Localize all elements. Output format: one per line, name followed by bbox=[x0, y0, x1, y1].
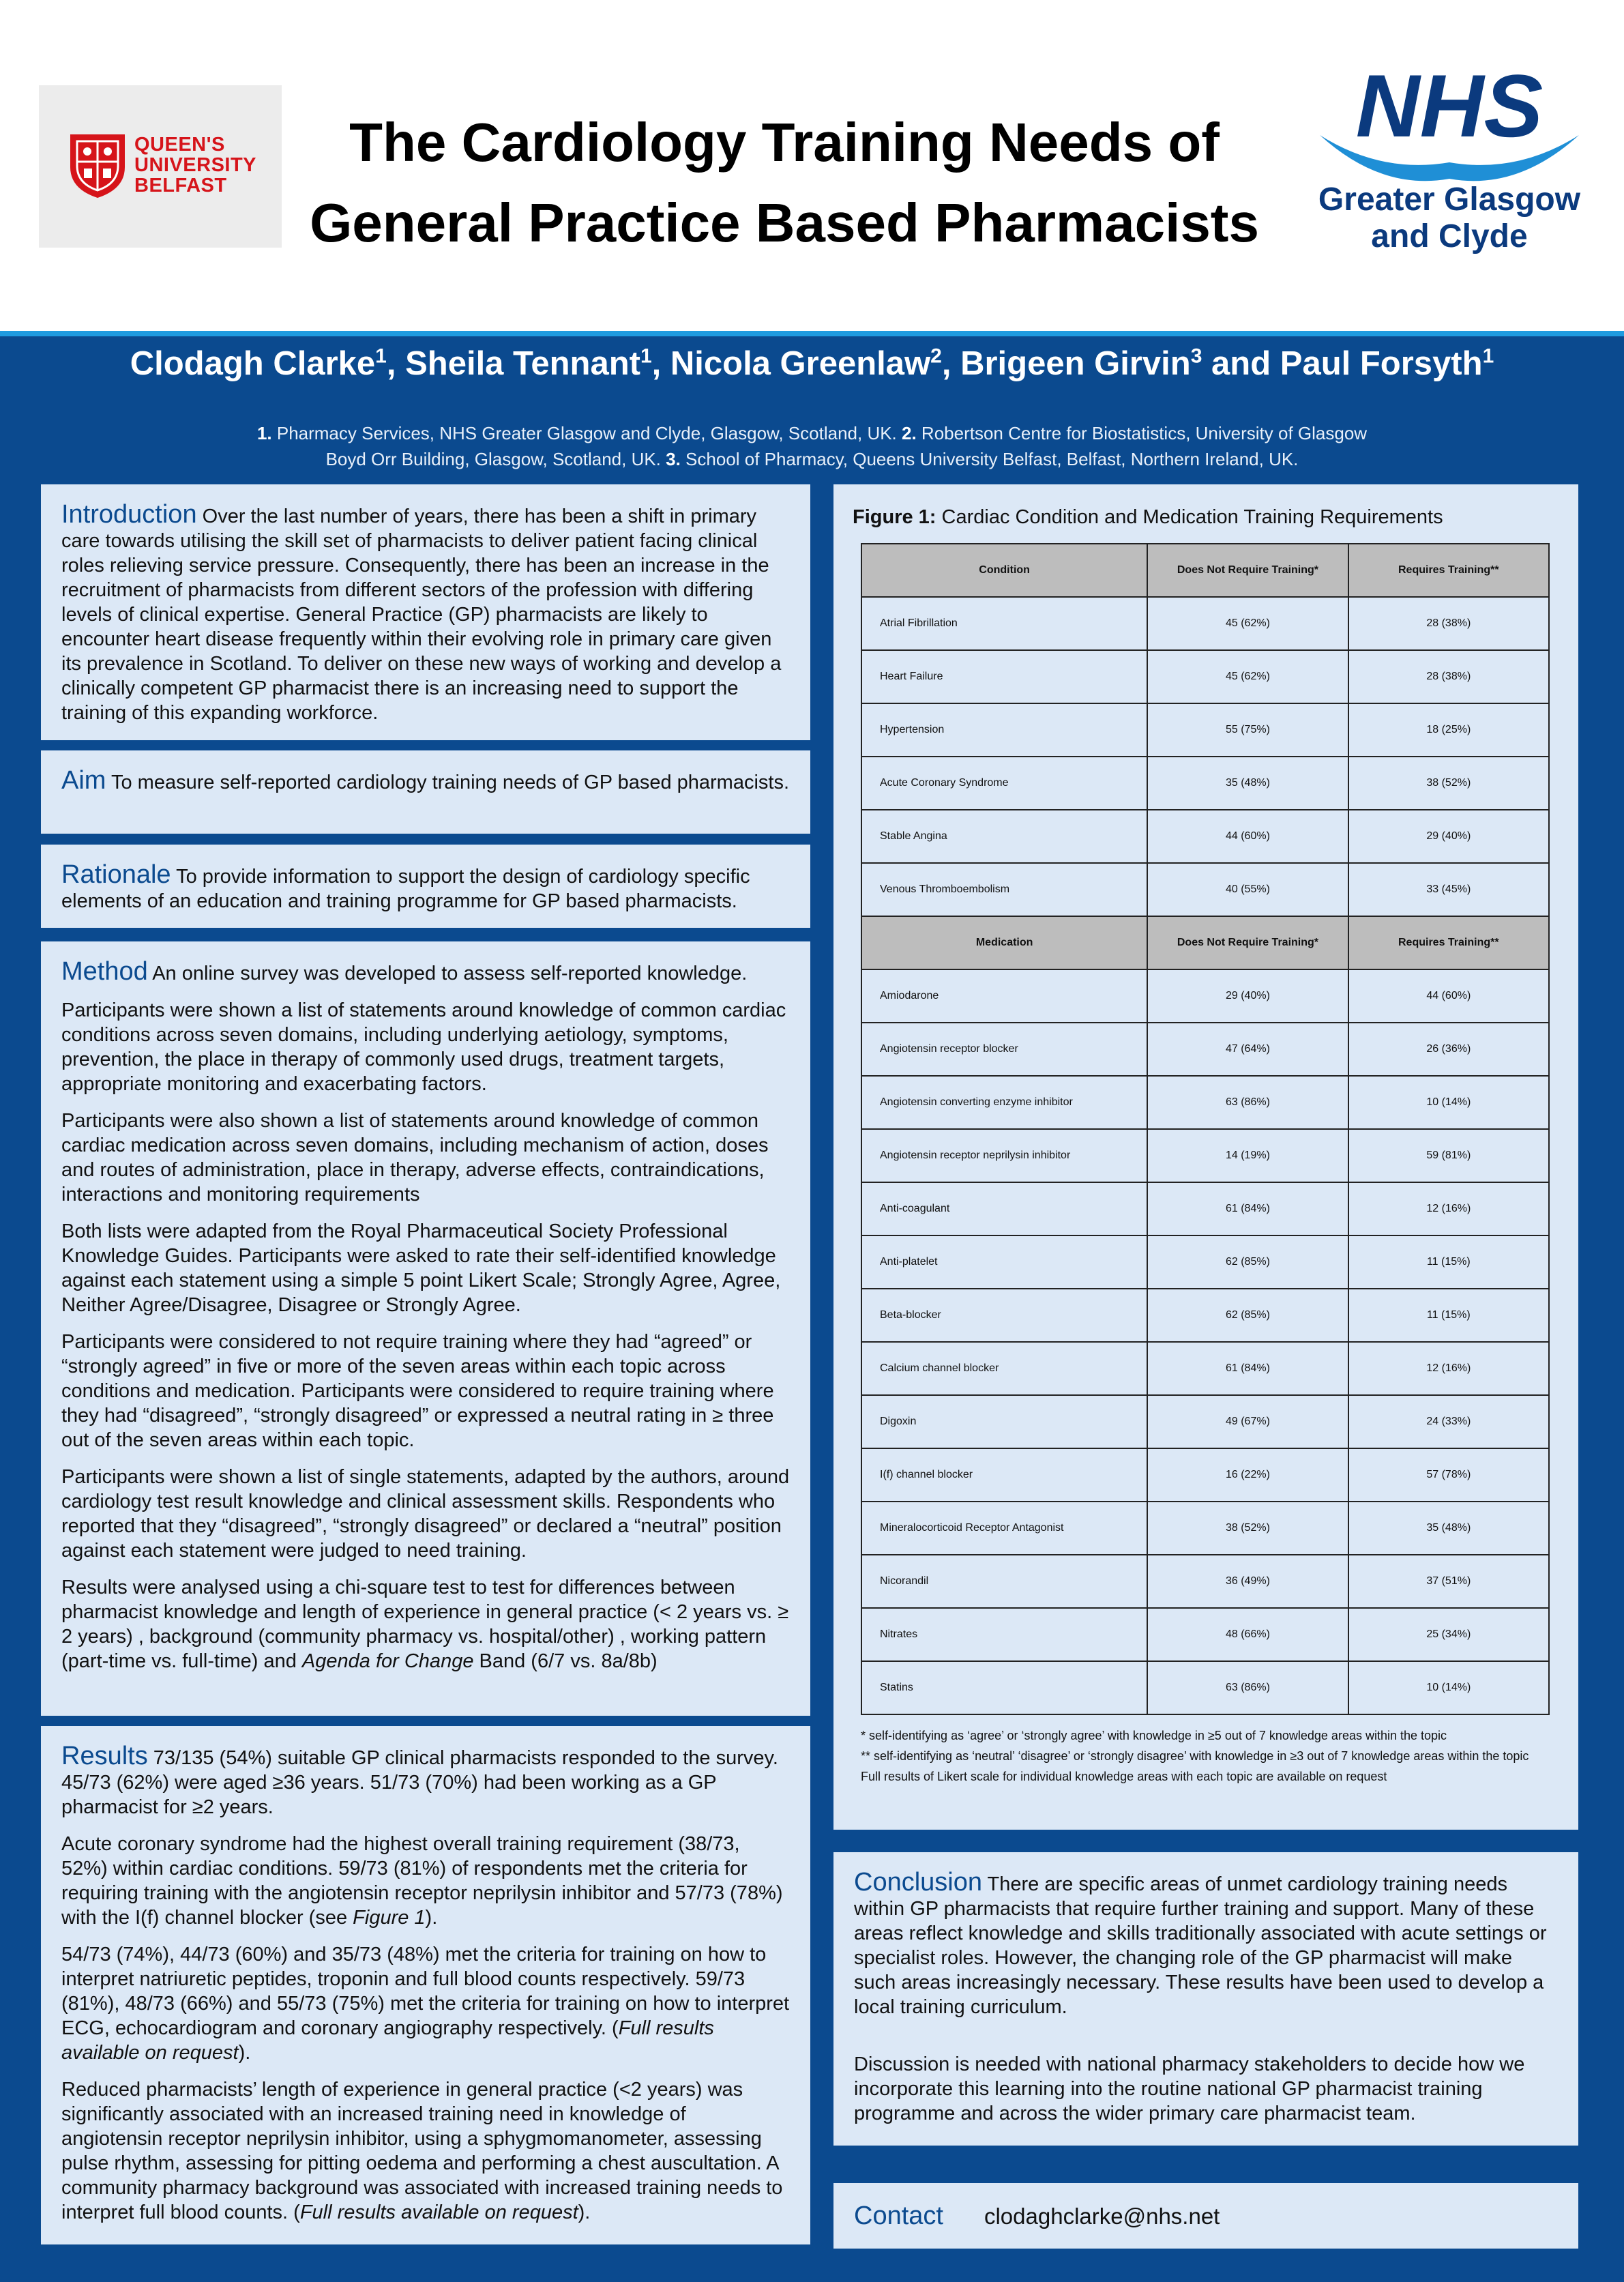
table-cell: 48 (66%) bbox=[1147, 1608, 1348, 1661]
table-cell: 10 (14%) bbox=[1348, 1076, 1549, 1129]
contact-heading: Contact bbox=[854, 2201, 943, 2230]
poster-title: The Cardiology Training Needs of General Practice Based Pharmacists bbox=[310, 112, 1259, 253]
table-header-cell: Medication bbox=[861, 916, 1147, 969]
table-cell: 40 (55%) bbox=[1147, 863, 1348, 916]
table-row bbox=[861, 863, 1549, 916]
table-row bbox=[861, 1448, 1549, 1502]
results-paragraph: 54/73 (74%), 44/73 (60%) and 35/73 (48%) met the criteria for training on how to interpret natriuretic peptides, troponin and full blood counts respectively. 59/73 (81%), 48/73 (66%) and 55/73 (75%) met the criteria for training on how to interpret ECG, echocardiogram and coronary angiography respectively. (Full results available on request). bbox=[61, 1944, 790, 2064]
nhs-logo-mark: NHS bbox=[1355, 56, 1544, 156]
table-cell: 63 (86%) bbox=[1147, 1076, 1348, 1129]
affiliations-line-2: Boyd Orr Building, Glasgow, Scotland, UK. 3. School of Pharmacy, Queens University Belfast, Belfast, Northern Ireland, UK. bbox=[325, 449, 1299, 469]
table-cell: 35 (48%) bbox=[1147, 757, 1348, 810]
table-cell: 38 (52%) bbox=[1147, 1502, 1348, 1555]
table-cell: 33 (45%) bbox=[1348, 863, 1549, 916]
conclusion-paragraph: Discussion is needed with national pharmacy stakeholders to decide how we incorporate this learning into the routine national GP pharmacist training programme and across the wider primary care pharmacist team. bbox=[854, 2053, 1525, 2124]
table-cell: 57 (78%) bbox=[1348, 1448, 1549, 1502]
table-cell: 45 (62%) bbox=[1147, 650, 1348, 703]
table-cell: Mineralocorticoid Receptor Antagonist bbox=[861, 1502, 1147, 1555]
table-cell: Beta-blocker bbox=[861, 1289, 1147, 1342]
table-row bbox=[861, 1129, 1549, 1182]
table-cell: Anti-coagulant bbox=[861, 1182, 1147, 1235]
table-cell: 29 (40%) bbox=[1348, 810, 1549, 863]
table-cell: 63 (86%) bbox=[1147, 1661, 1348, 1714]
table-row bbox=[861, 810, 1549, 863]
table-cell: 14 (19%) bbox=[1147, 1129, 1348, 1182]
table-row bbox=[861, 757, 1549, 810]
table-cell: 35 (48%) bbox=[1348, 1502, 1549, 1555]
table-row bbox=[861, 1182, 1549, 1235]
results-paragraph: Reduced pharmacists’ length of experience in general practice (<2 years) was significantly associated with an increased training need in knowledge of angiotensin receptor neprilysin inhibitor, using a sphygmomanometer, assessing pulse rhythm, assessing for pitting oedema and performing a chest auscultation. A community pharmacy background was associated with increased training needs to interpret full blood counts. (Full results available on request). bbox=[61, 2079, 783, 2223]
table-header-cell: Does Not Require Training* bbox=[1147, 916, 1348, 969]
table-row bbox=[861, 1502, 1549, 1555]
table-row bbox=[861, 1661, 1549, 1714]
table-cell: 61 (84%) bbox=[1147, 1182, 1348, 1235]
conclusion-panel: Conclusion There are specific areas of unmet cardiology training needs within GP pharmacists that require further training and support. Many of these areas reflect knowledge and skills traditionally associated with acute settings or specialist roles. However, the changing role of the GP pharmacist will make such areas increasingly necessary. These results have been used to develop a local training curriculum. Discussion is needed with national pharmacy stakeholders to decide how we incorporate this learning into the routine national GP pharmacist training programme and across the wider primary care pharmacist team. bbox=[833, 1852, 1578, 2146]
table-row bbox=[861, 1289, 1549, 1342]
method-paragraph: Participants were shown a list of statements around knowledge of common cardiac conditions across seven domains, including underlying aetiology, symptoms, prevention, the place in therapy of commonly used drugs, treatment targets, appropriate monitoring and exacerbating factors. bbox=[61, 999, 786, 1095]
introduction-heading: Introduction bbox=[61, 500, 197, 529]
table-cell: 29 (40%) bbox=[1147, 969, 1348, 1023]
table-header-row bbox=[861, 916, 1549, 969]
method-paragraph: Both lists were adapted from the Royal Pharmaceutical Society Professional Knowledge Guides. Participants were asked to rate their self-identified knowledge against each statement using a simple 5 point Likert Scale; Strongly Agree, Agree, Neither Agree/Disagree, Disagree or Strongly Agree. bbox=[61, 1220, 781, 1316]
table-cell: 62 (85%) bbox=[1147, 1235, 1348, 1289]
table-cell: 44 (60%) bbox=[1147, 810, 1348, 863]
table-header-row bbox=[861, 544, 1549, 597]
table-cell: 59 (81%) bbox=[1348, 1129, 1549, 1182]
table-row bbox=[861, 1342, 1549, 1395]
table-row bbox=[861, 1555, 1549, 1608]
method-paragraph: Participants were also shown a list of statements around knowledge of common cardiac medication across seven domains, including mechanism of action, doses and routes of administration, place in therapy, adverse effects, contraindications, interactions and monitoring requirements bbox=[61, 1110, 769, 1205]
table-cell: 12 (16%) bbox=[1348, 1342, 1549, 1395]
introduction-panel: Introduction Over the last number of years, there has been a shift in primary care towards utilising the skill set of pharmacists to deliver patient facing clinical roles relieving service pressure. Consequently, there has been an increase in the recruitment of pharmacists from different sectors of the profession with differing levels of clinical expertise. General Practice (GP) pharmacists are likely to encounter heart disease frequently within their evolving role in primary care given its prevalence in Scotland. To deliver on these new ways of working and develop a clinically competent GP pharmacist there is an increasing need to support the training of this expanding workforce. bbox=[41, 484, 810, 740]
table-cell: Atrial Fibrillation bbox=[861, 597, 1147, 650]
table-cell: Acute Coronary Syndrome bbox=[861, 757, 1147, 810]
table-row bbox=[861, 650, 1549, 703]
table-cell: 55 (75%) bbox=[1147, 703, 1348, 757]
table-cell: Statins bbox=[861, 1661, 1147, 1714]
table-cell: Angiotensin receptor neprilysin inhibitor bbox=[861, 1129, 1147, 1182]
table-cell: 25 (34%) bbox=[1348, 1608, 1549, 1661]
training-requirements-table bbox=[861, 543, 1550, 1715]
table-cell: 44 (60%) bbox=[1348, 969, 1549, 1023]
nhs-logo-line1: Greater Glasgow bbox=[1318, 181, 1581, 218]
results-heading: Results bbox=[61, 1742, 148, 1770]
table-cell: 49 (67%) bbox=[1147, 1395, 1348, 1448]
contact-panel bbox=[833, 2183, 1578, 2249]
results-paragraph: Acute coronary syndrome had the highest overall training requirement (38/73, 52%) within cardiac conditions. 59/73 (81%) of respondents met the criteria for requiring training with the angiotensin receptor neprilysin inhibitor and 57/73 (78%) with the I(f) channel blocker (see Figure 1). bbox=[61, 1833, 783, 1929]
table-cell: 37 (51%) bbox=[1348, 1555, 1549, 1608]
contact-email-link[interactable]: clodaghclarke@nhs.net bbox=[984, 2204, 1220, 2229]
figure-notes: * self-identifying as ‘agree’ or ‘strongly agree’ with knowledge in ≥5 out of 7 knowledge areas within the topic ** self-identifying as ‘neutral’ ‘disagree’ or ‘strongly disagree’ with knowledge in ≥3 out of 7 knowledge areas within the topic Full results of Likert scale for individual knowledge areas with each topic are available on request bbox=[861, 1729, 1529, 1783]
table-header-cell: Requires Training** bbox=[1348, 544, 1549, 597]
qub-crest-icon bbox=[68, 132, 128, 200]
table-cell: 61 (84%) bbox=[1147, 1342, 1348, 1395]
nhs-ggc-logo bbox=[1299, 55, 1599, 259]
qub-logo-text: QUEEN'S UNIVERSITY BELFAST bbox=[134, 134, 257, 196]
table-header-cell: Condition bbox=[861, 544, 1147, 597]
table-cell: Venous Thromboembolism bbox=[861, 863, 1147, 916]
table-cell: 36 (49%) bbox=[1147, 1555, 1348, 1608]
nhs-logo-line2: and Clyde bbox=[1371, 218, 1528, 254]
table-row bbox=[861, 1608, 1549, 1661]
table-row bbox=[861, 1023, 1549, 1076]
table-cell: 10 (14%) bbox=[1348, 1661, 1549, 1714]
table-cell: 16 (22%) bbox=[1147, 1448, 1348, 1502]
table-row bbox=[861, 703, 1549, 757]
table-cell: Nicorandil bbox=[861, 1555, 1147, 1608]
table-cell: Digoxin bbox=[861, 1395, 1147, 1448]
table-cell: Stable Angina bbox=[861, 810, 1147, 863]
figure-caption: Figure 1: Cardiac Condition and Medication Training Requirements bbox=[853, 506, 1443, 528]
conclusion-heading: Conclusion bbox=[854, 1868, 982, 1897]
table-cell: Hypertension bbox=[861, 703, 1147, 757]
table-cell: 28 (38%) bbox=[1348, 650, 1549, 703]
method-heading: Method bbox=[61, 957, 148, 986]
poster-header bbox=[0, 0, 1624, 331]
table-cell: Anti-platelet bbox=[861, 1235, 1147, 1289]
method-paragraph: Results were analysed using a chi-square test to test for differences between pharmacist knowledge and length of experience in general practice (< 2 years vs. ≥ 2 years) , background (community pharmacy vs. hospital/other) , working pattern (part-time vs. full-time) and Agenda for Change Band (6/7 vs. 8a/8b) bbox=[61, 1577, 789, 1672]
table-header-cell: Requires Training** bbox=[1348, 916, 1549, 969]
table-row bbox=[861, 1235, 1549, 1289]
table-cell: 24 (33%) bbox=[1348, 1395, 1549, 1448]
table-cell: 11 (15%) bbox=[1348, 1289, 1549, 1342]
aim-panel: Aim To measure self-reported cardiology training needs of GP based pharmacists. bbox=[41, 750, 810, 834]
method-paragraph: Participants were considered to not require training where they had “agreed” or “strongly agreed” in five or more of the seven areas within each topic across conditions and medication. Participants were considered to require training where they had “disagreed”, “strongly disagreed” or expressed a neutral rating in ≥ three out of the seven areas within each topic. bbox=[61, 1331, 774, 1451]
table-header-cell: Does Not Require Training* bbox=[1147, 544, 1348, 597]
table-row bbox=[861, 1076, 1549, 1129]
affiliations-line-1: 1. Pharmacy Services, NHS Greater Glasgow and Clyde, Glasgow, Scotland, UK. 2. Robertson Centre for Biostatistics, University of Glasgow bbox=[256, 423, 1368, 443]
qub-logo bbox=[39, 85, 282, 248]
table-cell: Amiodarone bbox=[861, 969, 1147, 1023]
table-row bbox=[861, 1395, 1549, 1448]
table-cell: Nitrates bbox=[861, 1608, 1147, 1661]
table-cell: Angiotensin receptor blocker bbox=[861, 1023, 1147, 1076]
table-cell: I(f) channel blocker bbox=[861, 1448, 1147, 1502]
rationale-heading: Rationale bbox=[61, 860, 171, 889]
table-cell: Heart Failure bbox=[861, 650, 1147, 703]
table-cell: 12 (16%) bbox=[1348, 1182, 1549, 1235]
table-row bbox=[861, 969, 1549, 1023]
method-panel: Method An online survey was developed to assess self-reported knowledge. Participants were shown a list of statements around knowledge of common cardiac conditions across seven domains, including underlying aetiology, symptoms, prevention, the place in therapy of commonly used drugs, treatment targets, appropriate monitoring and exacerbating factors. Participants were also shown a list of statements around knowledge of common cardiac medication across seven domains, including mechanism of action, doses and routes of administration, place in therapy, adverse effects, contraindications, interactions and monitoring requirements Both lists were adapted from the Royal Pharmaceutical Society Professional Knowledge Guides. Participants were asked to rate their self-identified knowledge against each statement using a simple 5 point Likert Scale; Strongly Agree, Agree, Neither Agree/Disagree, Disagree or Strongly Agree. Participants were considered to not require training where they had “agreed” or “strongly agreed” in five or more of the seven areas within each topic across conditions and medication. Participants were considered to require training where they had “disagreed”, “strongly disagreed” or expressed a neutral rating in ≥ three out of the seven areas within each topic. Participants were shown a list of single statements, adapted by the authors, around cardiology test result knowledge and clinical assessment skills. Respondents who reported that they “disagreed”, “strongly disagreed” or declared a “neutral” position against each statement were judged to need training. Results were analysed using a chi-square test to test for differences between pharmacist knowledge and length of experience in general practice (< 2 years vs. ≥ 2 years) , background (community pharmacy vs. hospital/other) , working pattern (part-time vs. full-time) and Agenda for Change Band (6/7 vs. 8a/8b) bbox=[41, 941, 810, 1716]
table-cell: 62 (85%) bbox=[1147, 1289, 1348, 1342]
aim-heading: Aim bbox=[61, 766, 106, 795]
table-cell: 26 (36%) bbox=[1348, 1023, 1549, 1076]
results-panel: Results 73/135 (54%) suitable GP clinical pharmacists responded to the survey. 45/73 (62%) were aged ≥36 years. 51/73 (70%) had been working as a GP pharmacist for ≥2 years. Acute coronary syndrome had the highest overall training requirement (38/73, 52%) within cardiac conditions. 59/73 (81%) of respondents met the criteria for requiring training with the angiotensin receptor neprilysin inhibitor and 57/73 (78%) with the I(f) channel blocker (see Figure 1). 54/73 (74%), 44/73 (60%) and 35/73 (48%) met the criteria for training on how to interpret natriuretic peptides, troponin and full blood counts respectively. 59/73 (81%), 48/73 (66%) and 55/73 (75%) met the criteria for training on how to interpret ECG, echocardiogram and coronary angiography respectively. (Full results available on request). Reduced pharmacists’ length of experience in general practice (<2 years) was significantly associated with an increased training need in knowledge of angiotensin receptor neprilysin inhibitor, using a sphygmomanometer, assessing pulse rhythm, assessing for pitting oedema and performing a chest auscultation. A community pharmacy background was associated with increased training needs to interpret full blood counts. (Full results available on request). bbox=[41, 1726, 810, 2244]
table-cell: 45 (62%) bbox=[1147, 597, 1348, 650]
table-cell: 11 (15%) bbox=[1348, 1235, 1549, 1289]
table-cell: 18 (25%) bbox=[1348, 703, 1549, 757]
table-cell: 28 (38%) bbox=[1348, 597, 1549, 650]
table-cell: 38 (52%) bbox=[1348, 757, 1549, 810]
table-cell: Calcium channel blocker bbox=[861, 1342, 1147, 1395]
figure-1-panel bbox=[833, 484, 1578, 1830]
method-paragraph: Participants were shown a list of single statements, adapted by the authors, around cardiology test result knowledge and clinical assessment skills. Respondents who reported that they “disagreed”, “strongly disagreed” or declared a “neutral” position against each statement were judged to need training. bbox=[61, 1466, 790, 1562]
author-list: Clodagh Clarke$^1$, Sheila Tennant$^1$, Nicola Greenlaw$^2$, Brigeen Girvin$^3$ and Paul Forsyth$^1$ bbox=[130, 345, 1494, 382]
table-row bbox=[861, 597, 1549, 650]
table-cell: 47 (64%) bbox=[1147, 1023, 1348, 1076]
table-cell: Angiotensin converting enzyme inhibitor bbox=[861, 1076, 1147, 1129]
rationale-panel: Rationale To provide information to support the design of cardiology specific elements of an education and training programme for GP based pharmacists. bbox=[41, 845, 810, 928]
